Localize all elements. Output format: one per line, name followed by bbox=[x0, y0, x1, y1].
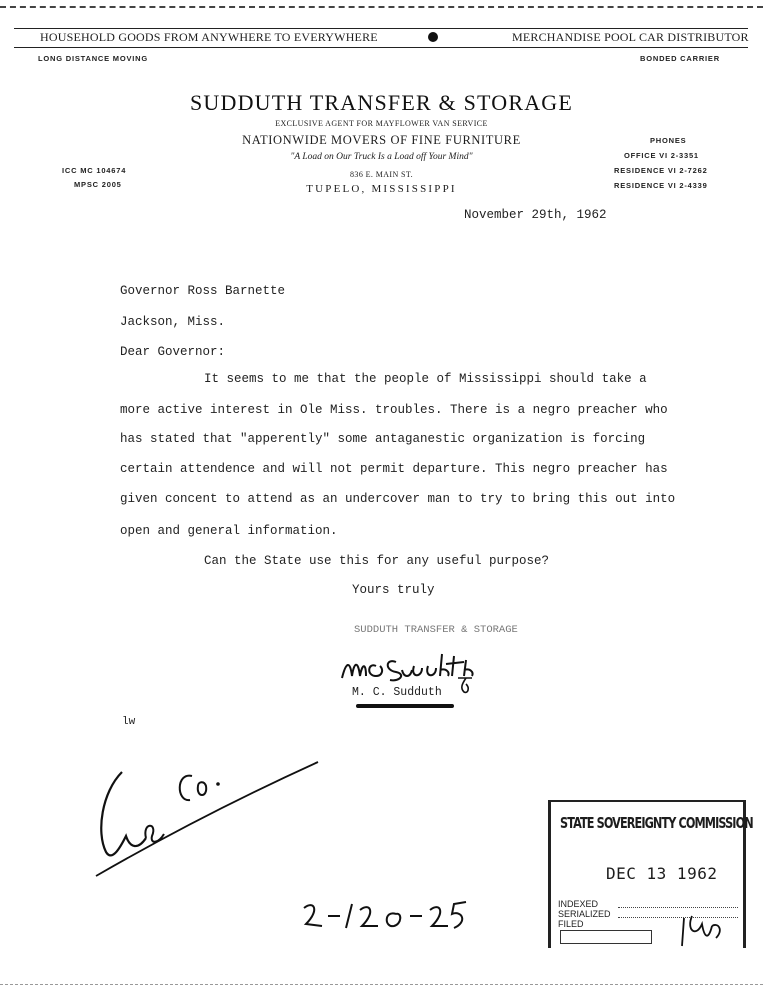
body-line: It seems to me that the people of Mississippi should take a bbox=[204, 372, 647, 386]
letter-date: November 29th, 1962 bbox=[464, 208, 607, 222]
phones-label: PHONES bbox=[650, 136, 687, 145]
band-left-text: HOUSEHOLD GOODS FROM ANYWHERE TO EVERYWHERE bbox=[40, 30, 378, 44]
phone-residence-2: RESIDENCE VI 2-4339 bbox=[614, 181, 708, 190]
phone-office: OFFICE VI 2-3351 bbox=[624, 151, 699, 160]
stamp-serialized: SERIALIZED bbox=[558, 909, 611, 919]
recipient-location: Jackson, Miss. bbox=[120, 315, 226, 329]
city: TUPELO, MISSISSIPPI bbox=[306, 183, 457, 195]
right-tag: BONDED CARRIER bbox=[640, 54, 720, 63]
band-right-text: MERCHANDISE POOL CAR DISTRIBUTOR bbox=[512, 30, 749, 44]
body-line: open and general information. bbox=[120, 524, 338, 538]
body-line: more active interest in Ole Miss. troubles. There is a negro preacher who bbox=[120, 403, 668, 417]
signature-underline bbox=[356, 704, 454, 708]
company-name: SUDDUTH TRANSFER & STORAGE bbox=[189, 90, 574, 115]
company-signature-line: SUDDUTH TRANSFER & STORAGE bbox=[354, 624, 518, 636]
stamp-initials-handwriting bbox=[678, 912, 728, 948]
icc-number: ICC MC 104674 bbox=[62, 166, 127, 175]
body-line: has stated that "apperently" some antaganestic organization is forcing bbox=[120, 432, 646, 446]
top-border bbox=[0, 6, 763, 8]
left-tag: LONG DISTANCE MOVING bbox=[38, 54, 149, 63]
stamp-date: DEC 13 1962 bbox=[606, 864, 718, 883]
stamp-title: STATE SOVEREIGNTY COMMISSION bbox=[560, 814, 753, 832]
signature-flourish bbox=[454, 674, 476, 696]
phone-residence-1: RESIDENCE VI 2-7262 bbox=[614, 166, 708, 175]
stamp-filed: FILED bbox=[558, 919, 584, 929]
handwritten-note-drawing bbox=[92, 752, 322, 882]
file-number-handwriting bbox=[300, 898, 470, 938]
agent-line: EXCLUSIVE AGENT FOR MAYFLOWER VAN SERVICE bbox=[275, 119, 488, 128]
signer-name: M. C. Sudduth bbox=[352, 686, 442, 699]
body-line: certain attendence and will not permit departure. This negro preacher has bbox=[120, 462, 668, 476]
stamp-indexed: INDEXED bbox=[558, 899, 599, 909]
stamp-dotted-line bbox=[618, 907, 738, 908]
question-line: Can the State use this for any useful purpose? bbox=[204, 554, 550, 568]
street-address: 836 E. MAIN ST. bbox=[350, 170, 413, 179]
bottom-border bbox=[0, 984, 763, 985]
closing: Yours truly bbox=[352, 583, 435, 597]
recipient: Governor Ross Barnette bbox=[120, 284, 286, 298]
typist-initials: lw bbox=[122, 716, 136, 728]
body-line: given concent to attend as an undercover man to try to bring this out into bbox=[120, 492, 676, 506]
band-dot-icon bbox=[428, 32, 438, 42]
stamp-fields bbox=[558, 899, 611, 929]
sovereignty-commission-stamp bbox=[548, 800, 753, 950]
stamp-box bbox=[560, 930, 652, 944]
mpsc-number: MPSC 2005 bbox=[74, 180, 122, 189]
salutation: Dear Governor: bbox=[120, 345, 226, 359]
slogan: "A Load on Our Truck Is a Load off Your Mind" bbox=[290, 152, 473, 162]
movers-line: NATIONWIDE MOVERS OF FINE FURNITURE bbox=[242, 133, 521, 147]
